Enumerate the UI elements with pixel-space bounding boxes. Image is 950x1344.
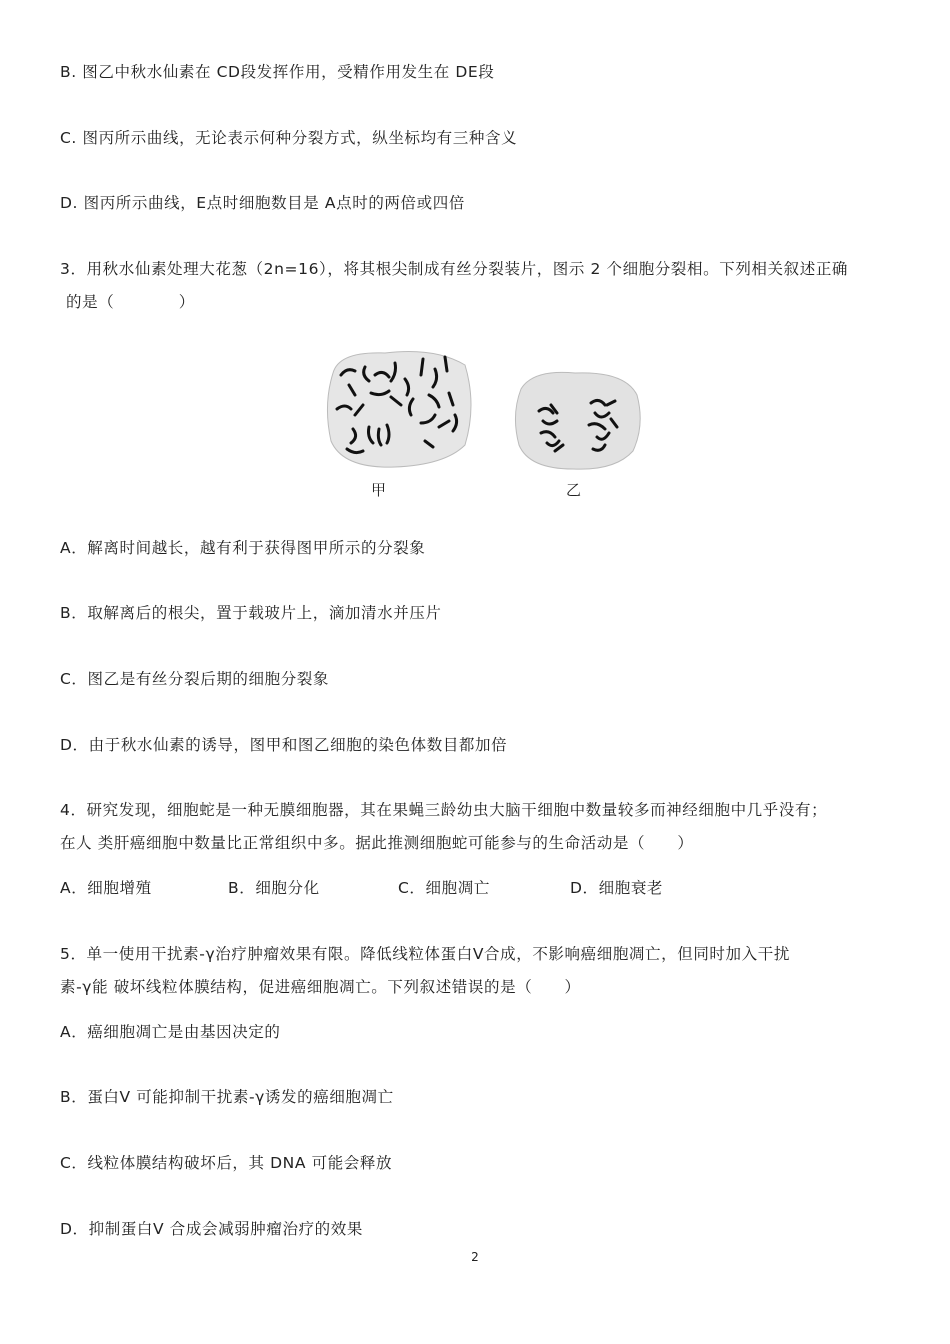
q3-option-b: B．取解离后的根尖，置于载玻片上，滴加清水并压片 [60,604,442,622]
label-yi: 乙 [566,481,582,499]
q4-stem: 4．研究发现，细胞蛇是一种无膜细胞器，其在果蝇三龄幼虫大脑干细胞中数量较多而神经细胞中几乎没有； [60,801,828,819]
q5-option-b: B．蛋白V 可能抑制干扰素-γ诱发的癌细胞凋亡 [60,1088,394,1106]
q4-stem-cont: 在人 类肝癌细胞中数量比正常组织中多。据此推测细胞蛇可能参与的生命活动是（ ） [60,834,694,852]
q4-option-b: B．细胞分化 [228,879,320,897]
q4-option-d: D．细胞衰老 [570,879,664,897]
q3-stem: 3．用秋水仙素处理大花葱（2n=16），将其根尖制成有丝分裂装片，图示 2 个细胞分裂相。下列相关叙述正确 [60,260,849,278]
q5-stem: 5．单一使用干扰素-γ治疗肿瘤效果有限。降低线粒体蛋白V合成，不影响癌细胞凋亡，但同时加入干扰 [60,945,790,963]
q4-option-a: A．细胞增殖 [60,879,152,897]
q3-stem-cont: 的是（ ） [66,293,195,311]
prev-option-b: B. 图乙中秋水仙素在 CD段发挥作用，受精作用发生在 DE段 [60,63,495,81]
q5-option-c: C．线粒体膜结构破坏后，其 DNA 可能会释放 [60,1154,393,1172]
q5-option-d: D．抑制蛋白V 合成会减弱肿瘤治疗的效果 [60,1220,363,1238]
cell-yi-body [515,372,640,469]
q5-option-a: A．癌细胞凋亡是由基因决定的 [60,1023,281,1041]
q3-option-a: A．解离时间越长，越有利于获得图甲所示的分裂象 [60,539,426,557]
q5-stem-cont: 素-γ能 破坏线粒体膜结构，促进癌细胞凋亡。下列叙述错误的是（ ） [60,978,581,996]
page-number: 2 [471,1250,479,1264]
q3-option-d: D．由于秋水仙素的诱导，图甲和图乙细胞的染色体数目都加倍 [60,736,508,754]
prev-option-d: D. 图丙所示曲线，E点时细胞数目是 A点时的两倍或四倍 [60,194,465,212]
q3-option-c: C．图乙是有丝分裂后期的细胞分裂象 [60,670,330,688]
cell-division-figure [325,345,645,505]
label-jia: 甲 [371,481,387,499]
q4-option-c: C．细胞凋亡 [398,879,490,897]
prev-option-c: C. 图丙所示曲线，无论表示何种分裂方式，纵坐标均有三种含义 [60,129,518,147]
